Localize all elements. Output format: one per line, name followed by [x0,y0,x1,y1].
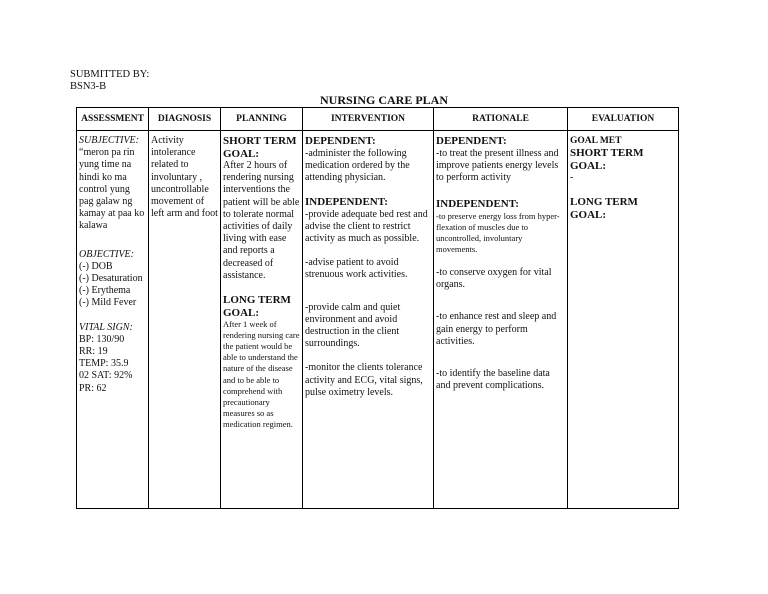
diagnosis-text: Activity intolerance related to involuntary , uncontrollable movement of left arm and foot [151,135,218,220]
intervention-dependent-label: DEPENDENT: [305,135,376,147]
intervention-item: -advise patient to avoid strenuous work activities. [305,257,408,281]
column-header-evaluation: EVALUATION [568,108,679,131]
intervention-item: -provide calm and quiet environment and avoid destruction in the client surroundings. [305,301,401,350]
document-title: NURSING CARE PLAN [319,93,448,107]
vital-sign-item: 02 SAT: 92% [79,370,133,382]
goal-met-label: GOAL MET [570,136,622,146]
intervention-item: -monitor the clients tolerance activity and ECG, vital signs, pulse oximetry levels. [305,362,423,398]
evaluation-short-term-text: - [570,172,574,184]
rationale-item: -to conserve oxygen for vital organs. [436,266,552,291]
table-header-row [77,108,679,131]
intervention-dependent-text: -administer the following medication ordered by the attending physician. [305,147,410,183]
evaluation-long-term-label: LONG TERM GOAL: [570,196,638,221]
table-row [77,131,679,509]
planning-long-term-label: LONG TERM GOAL: [223,294,291,319]
objective-item: (-) Mild Fever [79,297,137,309]
vital-sign-item: PR: 62 [79,382,107,394]
subjective-label: SUBJECTIVE: [79,135,139,146]
rationale-item: -to preserve energy loss from hyper-flexation of muscles due to uncontrolled, involuntary movements. [436,210,560,254]
planning-short-term-text: After 2 hours of rendering nursing interventions the patient will be able to tolerate normal activities of daily living with ease and reports a decreased of assistance. [223,160,300,281]
vital-sign-item: RR: 19 [79,346,108,358]
column-header-intervention: INTERVENTION [303,108,434,131]
evaluation-short-term-label: SHORT TERM GOAL: [570,147,644,172]
intervention-independent-label: INDEPENDENT: [305,196,388,209]
evaluation-cell [568,131,679,509]
intervention-cell [303,131,434,509]
rationale-independent-label: INDEPENDENT: [436,198,519,211]
column-header-rationale: RATIONALE [434,108,568,131]
planning-long-term-text: After 1 week of rendering nursing care the patient would be able to understand the nature of the disease and to be able to comprehend with precautionary measures so as medication regimen. [223,319,300,429]
rationale-dependent-text: -to treat the present illness and improve patients energy levels to perform activity [436,147,559,183]
objective-item: (-) Erythema [79,285,131,297]
objective-label: OBJECTIVE: [79,248,134,260]
objective-item: (-) DOB [79,260,113,272]
planning-cell [221,131,303,509]
objective-item: (-) Desaturation [79,273,143,285]
rationale-cell [434,131,568,509]
rationale-dependent-label: DEPENDENT: [436,135,507,147]
vital-sign-label: VITAL SIGN: [79,321,133,333]
subjective-text: “meron pa rin yung time na hindi ko ma control yung pag galaw ng kamay at paa ko kalawa [79,147,145,232]
section-label: BSN3-B [70,81,107,92]
column-header-planning: PLANNING [221,108,303,131]
submitted-by-label: SUBMITTED BY: [70,69,150,80]
vital-sign-item: TEMP: 35.9 [79,358,129,370]
diagnosis-cell [149,131,221,509]
intervention-item: -provide adequate bed rest and advise the client to restrict activity as much as possible. [305,208,428,245]
nursing-care-plan-table [76,107,679,509]
objective-list [79,261,146,310]
assessment-cell [77,131,149,509]
column-header-assessment: ASSESSMENT [77,108,149,131]
column-header-diagnosis: DIAGNOSIS [149,108,221,131]
vital-sign-item: BP: 130/90 [79,333,125,345]
rationale-item: -to enhance rest and sleep and gain energy to perform activities. [436,311,557,347]
vital-sign-list [79,334,146,395]
planning-short-term-label: SHORT TERM GOAL: [223,135,297,160]
rationale-item: -to identify the baseline data and prevent complications. [436,368,550,392]
